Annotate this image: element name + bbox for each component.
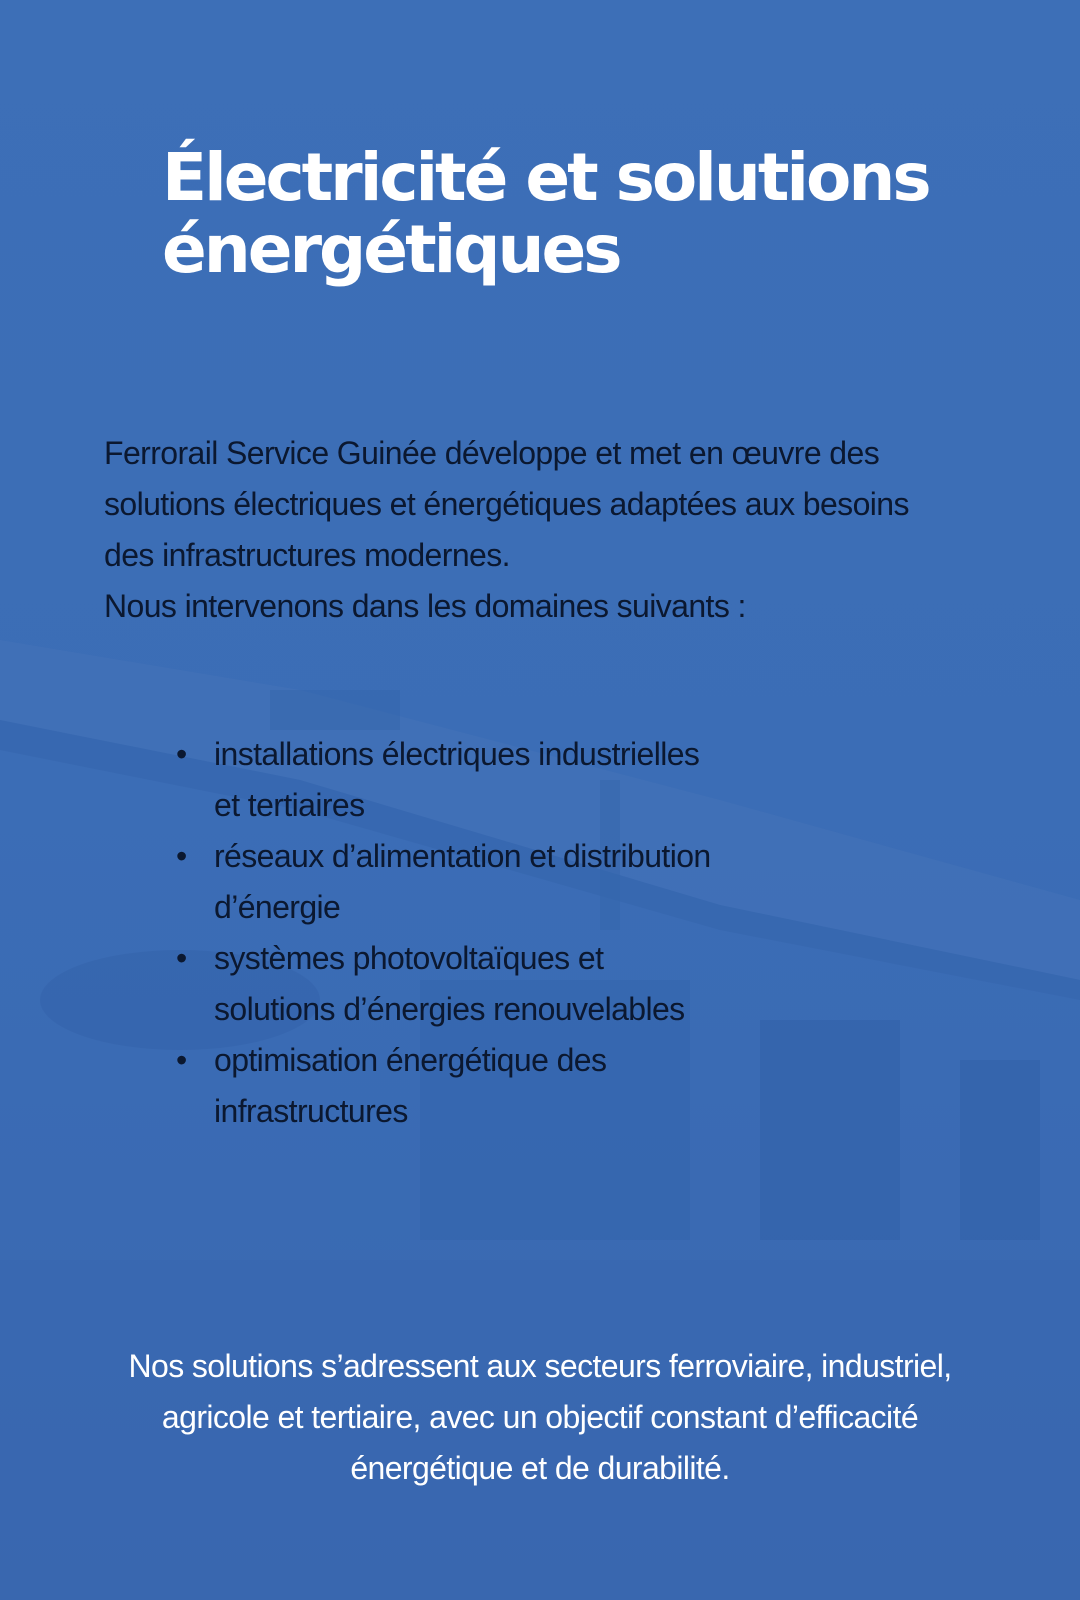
list-item-text: optimisation énergétique des	[214, 1042, 607, 1078]
list-item-text: réseaux d’alimentation et distribution	[214, 838, 711, 874]
intro-line: Ferrorail Service Guinée développe et met en œuvre des	[104, 435, 880, 471]
bullet-dot-icon: •	[176, 940, 187, 976]
closing-line: agricole et tertiaire, avec un objectif constant d’efficacité	[161, 1399, 919, 1435]
list-item	[170, 933, 810, 1035]
intro-paragraph	[104, 428, 1004, 632]
bullet-dot-icon: •	[176, 838, 187, 874]
list-item-text: systèmes photovoltaïques et	[214, 940, 604, 976]
list-item-text: solutions d’énergies renouvelables	[214, 991, 685, 1027]
list-item	[170, 831, 810, 933]
list-item-text: d’énergie	[214, 889, 341, 925]
closing-statement	[60, 1341, 1020, 1494]
page-title-line: énergétiques	[162, 211, 620, 288]
bullet-dot-icon: •	[176, 1042, 187, 1078]
intro-line: des infrastructures modernes.	[104, 537, 510, 573]
list-item	[170, 1035, 810, 1137]
page-title	[162, 139, 982, 288]
page-title-line: Électricité et solutions	[162, 139, 929, 216]
intro-line: solutions électriques et énergétiques adaptées aux besoins	[104, 486, 909, 522]
closing-line: énergétique et de durabilité.	[350, 1450, 730, 1486]
domains-list	[170, 729, 810, 1137]
list-item-text: installations électriques industrielles	[214, 736, 700, 772]
list-item	[170, 729, 810, 831]
closing-line: Nos solutions s’adressent aux secteurs ferroviaire, industriel,	[128, 1348, 952, 1384]
intro-line: Nous intervenons dans les domaines suivants :	[104, 588, 746, 624]
list-item-text: et tertiaires	[214, 787, 365, 823]
bullet-dot-icon: •	[176, 736, 187, 772]
list-item-text: infrastructures	[214, 1093, 408, 1129]
